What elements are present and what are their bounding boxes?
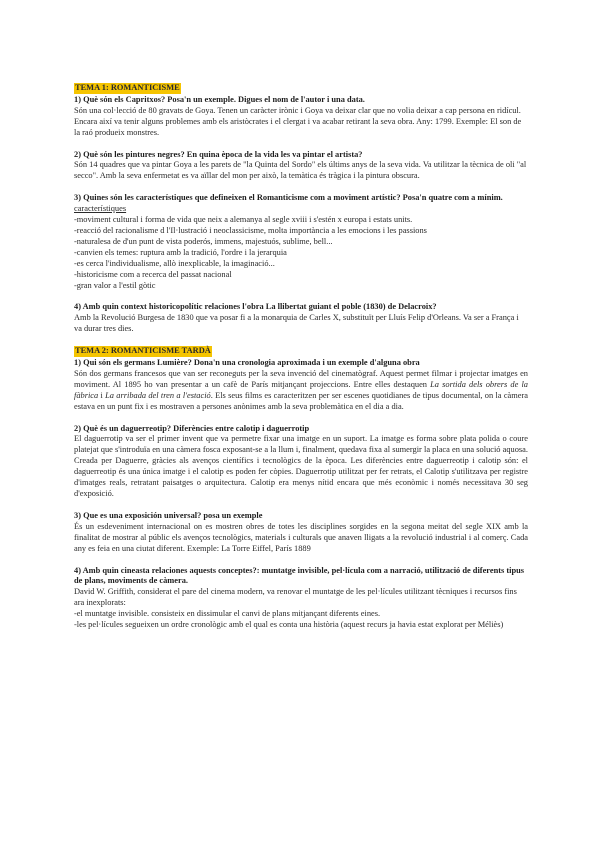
list-item: -gran valor a l'estil gòtic (74, 280, 156, 290)
t2-question-1 (74, 358, 528, 413)
t1-q4-answer: Amb la Revolució Burgesa de 1830 que va posar fi a la monarquia de Carles X, substituït per Lluís Felip d'Orleans. Va ser a França i va durar tres dies. (74, 313, 519, 334)
t2-question-2 (74, 424, 528, 500)
t1-question-1 (74, 95, 528, 139)
topic-1-title: TEMA 1: ROMANTICISME (75, 83, 180, 92)
t2-q1-answer-part-2: i (98, 390, 106, 400)
topic-2-title: TEMA 2: ROMANTICISME TARDÀ (75, 346, 211, 356)
t2-q1-heading: 1) Qui són els germans Lumière? Dona'n una cronologia aproximada i un exemple d'alguna obra (74, 358, 420, 368)
film-title-1: La sortida dels obrers de la fàbrica (74, 379, 528, 400)
t1-q3-heading: 3) Quines són les característiques que defineixen el Romanticisme com a moviment artístic? Posa'n quatre com a mínim. (74, 193, 503, 203)
list-item: -les pel·lícules segueixen un ordre cronològic amb el qual es conta una història (aquest recurs ja havia estat explorat per Méliès) (74, 620, 504, 630)
t1-question-4 (74, 302, 528, 335)
topic-2 (74, 346, 528, 631)
t1-q1-heading: 1) Què són els Capritxos? Posa'n un exemple. Digues el nom de l'autor i una data. (74, 94, 365, 104)
t1-q3-subtitle: característiques (74, 204, 127, 214)
t2-q4-list (74, 609, 528, 631)
list-item: -el muntatge invisible. consisteix en dissimular el canvi de plans mitjançant diferents eines. (74, 609, 381, 619)
t2-q1-answer-part-1: Són dos germans francesos que van ser reconeguts per la seva invenció del cinematògraf. Aquest permet filmar i projectar imatges en moviment. Al 1895 ho van presentar a un cafè de París mitjançant projeccions. Entre elles destaquen (74, 368, 528, 389)
t1-q3-list (74, 215, 528, 291)
t2-q4-heading: 4) Amb quin cineasta relaciones aquests conceptes?: muntatge invisible, pel·lícula com a narració, utilització de diferents tipus de plans, moviments de càmera. (74, 565, 525, 586)
t2-q4-answer: David W. Griffith, considerat el pare del cinema modern, va renovar el muntatge de les pel·lícules utilitzant tècniques i recursos fins ara inexplorats: (74, 587, 517, 608)
t2-question-3 (74, 511, 528, 555)
list-item: -reacció del racionalisme d l'Il·lustració i neoclassicisme, molta importància a les emocions i les passions (74, 225, 427, 235)
t2-q2-answer: El daguerrotip va ser el primer invent que va permetre fixar una imatge en un suport. La imatge es forma sobre plata polida o coure platejat que s'introduïa en una càmera fosca exposant-se a la llum i, finalment, quedava fixa al sumergir la placa en una solució aquosa. Creada per Daguerre, gràcies als avenços científics i tecnològics de la època. Les diferències entre daguerreotip i calotip són: el daguerreotip és una única imatge i el calotip es poden fer còpies. Daguerrotip utilitzat per fer retrats, el Calotip s'utilitzava per registre d'imatges reals, retratant paisatges o arquitectura. Calotip era menys nítid encara que més econòmic i només necessitava 30 seg d'exposició. (74, 434, 528, 498)
topic-1 (74, 83, 528, 335)
t1-q2-answer: Són 14 quadres que va pintar Goya a les parets de "la Quinta del Sordo" els últims anys de la seva vida. Va utilitzar la tècnica de oli "al secco". Amb la seva enfermetat es va aïllar del mon per això, la temàtica és tràgica i la pintura obscura. (74, 160, 527, 181)
t1-question-3 (74, 193, 528, 291)
t1-q2-heading: 2) Què són les pintures negres? En quina època de la vida les va pintar el artista? (74, 149, 363, 159)
list-item: -historicisme com a recerca del passat nacional (74, 269, 232, 279)
film-title-2: La arribada del tren a l'estació (105, 390, 211, 400)
t2-q3-answer: És un esdeveniment internacional on es mostren obres de totes les disciplines sorgides en la segona meitat del segle XIX amb la finalitat de mostrar al públic els avenços tecnològics, materials i culturals que anaven lligats a la revolució industrial i al comerç. Cada any es feia en una ciutat diferent. Exemple: La Torre Eiffel, París 1889 (74, 521, 528, 553)
list-item: -moviment cultural i forma de vida que neix a alemanya al segle xviii i s'estén x europa i estats units. (74, 215, 413, 225)
list-item: -canvien els temes: ruptura amb la tradició, l'ordre i la jerarquia (74, 247, 287, 257)
t1-q4-heading: 4) Amb quin context historicopolític relaciones l'obra La llibertat guiant el poble (1830) de Delacroix? (74, 302, 437, 312)
t1-question-2 (74, 150, 528, 183)
list-item: -naturalesa de d'un punt de vista poderós, immens, majestuós, sublime, bell... (74, 236, 333, 246)
t2-q1-answer-part-3: . Els seus films es caracteritzen per ser escenes quotidianes de tipus documental, on la càmera estava en un punt fix i es mostraven a persones anònimes amb la seva problemàtica en el dia a dia. (74, 390, 528, 411)
t2-q1-answer (74, 369, 528, 413)
t1-q1-answer: Són una col·lecció de 80 gravats de Goya. Tenen un caràcter irònic i Goya va deixar clar que no volia deixar a cap persona en ridícul. Encara així va tenir alguns problemes amb els aristòcrates i el clergat i va acabar retirant la seva obra. Any: 1799. Exemple: El son de la raó produeix monstres. (74, 105, 522, 137)
t2-question-4 (74, 566, 528, 631)
t2-q2-heading: 2) Què és un daguerreotip? Diferències entre calotip i daguerrotip (74, 423, 310, 433)
list-item: -es cerca l'individualisme, allò inexplicable, la imaginació... (74, 258, 275, 268)
t2-q3-heading: 3) Que es una exposición universal? posa un exemple (74, 510, 263, 520)
